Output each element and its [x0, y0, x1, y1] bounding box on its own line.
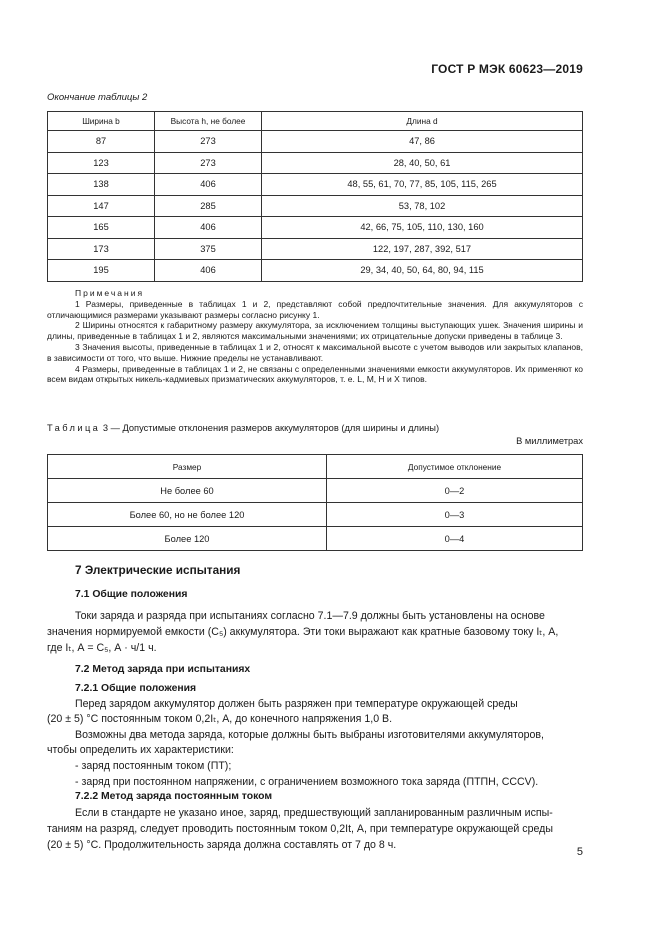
document-header: ГОСТ Р МЭК 60623—2019: [431, 62, 583, 76]
page-number: 5: [576, 846, 583, 858]
table-cell: 406: [155, 217, 262, 239]
list-item: - заряд при постоянном напряжении, с ограничением возможного тока заряда (ПТПН, CCCV).: [75, 776, 539, 788]
table-cell: 165: [48, 217, 155, 239]
table-row: [48, 503, 583, 527]
section-7-2-title: 7.2 Метод заряда при испытаниях: [75, 664, 251, 675]
table-row: [48, 217, 583, 239]
table-cell: Более 60, но не более 120: [48, 503, 327, 527]
table-cell: 42, 66, 75, 105, 110, 130, 160: [262, 217, 583, 239]
table-cell: 285: [155, 195, 262, 217]
table-row: [48, 527, 583, 551]
paragraph-line: Токи заряда и разряда при испытаниях согласно 7.1—7.9 должны быть установлены на основе: [75, 610, 545, 622]
table-cell: 53, 78, 102: [262, 195, 583, 217]
table-cell: 406: [155, 260, 262, 282]
paragraph-line: Возможны два метода заряда, которые должны быть выбраны изготовителями аккумуляторов,: [75, 729, 545, 741]
table-cell: Не более 60: [48, 479, 327, 503]
table-cell: 273: [155, 152, 262, 174]
note-item: 1 Размеры, приведенные в таблицах 1 и 2, представляют собой предпочтительные значения. Для аккумуляторов с отличающимися размерами указывают размеры согласно рисунку 1.: [47, 298, 583, 320]
table3-title: 3 — Допустимые отклонения размеров аккумуляторов (для ширины и длины): [100, 423, 440, 433]
table-cell: 0—3: [327, 503, 583, 527]
table-header-row: [48, 112, 583, 131]
col-header-length: Длина d: [262, 112, 583, 131]
section-7-title: 7 Электрические испытания: [75, 563, 241, 577]
paragraph-line: где Iₜ, А = C₅, А · ч/1 ч.: [47, 642, 157, 654]
paragraph-line: (20 ± 5) °С постоянным током 0,2Iₜ, А, до конечного напряжения 1,0 В.: [47, 713, 393, 725]
table-cell: 28, 40, 50, 61: [262, 152, 583, 174]
table-cell: 406: [155, 174, 262, 196]
note-item: 3 Значения высоты, приведенные в таблицах 1 и 2, относят к максимальной высоте с учетом выводов или закрытых клапанов, в зависимости от того, что выше. Нижние пределы не устанавливают.: [47, 341, 583, 363]
table-cell: 138: [48, 174, 155, 196]
table-cell: 195: [48, 260, 155, 282]
table-cell: 29, 34, 40, 50, 64, 80, 94, 115: [262, 260, 583, 282]
table-cell: 48, 55, 61, 70, 77, 85, 105, 115, 265: [262, 174, 583, 196]
paragraph-line: Если в стандарте не указано иное, заряд, предшествующий запланированным различным испы-: [75, 807, 553, 819]
table-cell: 122, 197, 287, 392, 517: [262, 238, 583, 260]
paragraph-line: таниям на разряд, следует проводить постоянным током 0,2It, А, при температуре окружающей среды: [47, 823, 553, 835]
table-cell: 147: [48, 195, 155, 217]
notes-block: [47, 288, 583, 385]
section-7-1-title: 7.1 Общие положения: [75, 589, 188, 600]
col-header-width: Ширина b: [48, 112, 155, 131]
paragraph-line: чтобы определить их характеристики:: [47, 744, 234, 756]
table-row: [48, 195, 583, 217]
list-item: - заряд постоянным током (ПТ);: [75, 760, 232, 772]
col-header-size: Размер: [48, 455, 327, 479]
table2-caption: Окончание таблицы 2: [47, 92, 148, 103]
table-3: [47, 454, 583, 551]
table-row: [48, 260, 583, 282]
table-row: [48, 479, 583, 503]
table-row: [48, 131, 583, 153]
table-row: [48, 238, 583, 260]
paragraph-line: Перед зарядом аккумулятор должен быть разряжен при температуре окружающей среды: [75, 698, 518, 710]
table3-label: Таблица: [47, 423, 101, 433]
col-header-height: Высота h, не более: [155, 112, 262, 131]
table-header-row: [48, 455, 583, 479]
table-row: [48, 174, 583, 196]
section-7-2-1-title: 7.2.1 Общие положения: [75, 683, 197, 694]
table-cell: Более 120: [48, 527, 327, 551]
table-cell: 173: [48, 238, 155, 260]
section-7-2-2-title: 7.2.2 Метод заряда постоянным током: [75, 791, 273, 802]
paragraph-line: значения нормируемой емкости (C₅) аккумулятора. Эти токи выражают как кратные базовому току Iₜ, А,: [47, 626, 559, 638]
table-cell: 47, 86: [262, 131, 583, 153]
table-cell: 375: [155, 238, 262, 260]
note-item: 4 Размеры, приведенные в таблицах 1 и 2, не связаны с определенными значениями емкости аккумуляторов. Их применяют ко всем видам открытых никель-кадмиевых призматических аккумуляторов, т. е. L, M, H и X типов.: [47, 363, 583, 385]
table-cell: 123: [48, 152, 155, 174]
table-row: [48, 152, 583, 174]
table3-unit: В миллиметрах: [516, 436, 583, 446]
table-cell: 0—4: [327, 527, 583, 551]
notes-heading: Примечания: [75, 288, 145, 298]
table-cell: 87: [48, 131, 155, 153]
table-cell: 273: [155, 131, 262, 153]
table-cell: 0—2: [327, 479, 583, 503]
table-2: [47, 111, 583, 282]
col-header-tolerance: Допустимое отклонение: [327, 455, 583, 479]
table3-caption: [47, 423, 439, 433]
paragraph-line: (20 ± 5) °С. Продолжительность заряда должна составлять от 7 до 8 ч.: [47, 839, 397, 851]
note-item: 2 Ширины относятся к габаритному размеру аккумулятора, за исключением толщины выступающих ушек. Значения ширины и длины, приведенные в таблицах 1 и 2, являются максимальными значениями; их отрицательные допуски приведены в таблице 3.: [47, 320, 583, 342]
